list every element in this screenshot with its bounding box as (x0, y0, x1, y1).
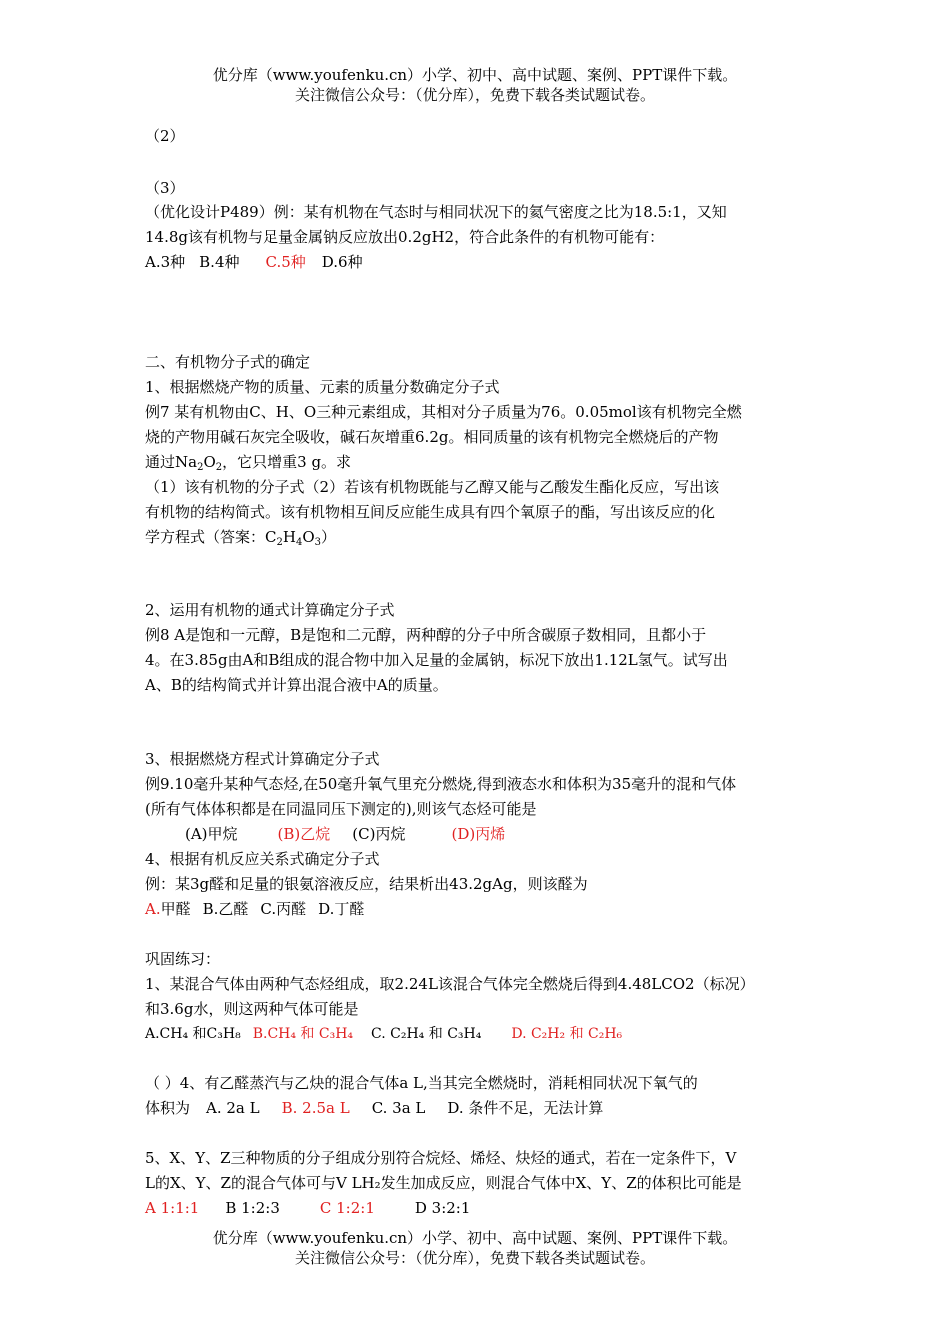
option-c: C. C₂H₄ 和 C₃H₄ (371, 1026, 482, 1042)
example7-line-2: 烧的产物用碱石灰完全吸收，碱石灰增重6.2g。相同质量的该有机物完全燃烧后的产物 (145, 428, 719, 446)
practice1-options (145, 1024, 622, 1044)
practice4-line-2 (145, 1098, 603, 1118)
option-a: A.CH₄ 和C₃H₈ (145, 1026, 241, 1042)
option-a: A. 2a L (206, 1099, 260, 1117)
option-c-answer: C.5种 (265, 253, 306, 271)
example7-line-3 (145, 452, 351, 478)
footer-line-2: 关注微信公众号：（优分库），免费下载各类试题试卷。 (294, 1249, 655, 1267)
option-b: B.乙醛 (202, 900, 249, 918)
text: O (203, 453, 216, 471)
option-d-answer: D. C₂H₂ 和 C₂H₆ (511, 1026, 623, 1042)
practice1-line-1: 1、某混合气体由两种气态烃组成，取2.24L该混合气体完全燃烧后得到4.48LCO2（标况） (145, 975, 755, 993)
example7-line-1: 例7 某有机物由C、H、O三种元素组成，其相对分子质量为76。0.05mol该有机物完全燃 (145, 403, 742, 421)
question-options (145, 252, 363, 272)
practice1-line-2: 和3.6g水，则这两种气体可能是 (145, 1000, 359, 1018)
text: 学方程式（答案：C (145, 528, 277, 546)
header-line-2: 关注微信公众号：（优分库），免费下载各类试题试卷。 (294, 86, 655, 104)
subscript: 2 (276, 537, 283, 548)
example7-line-4: （1）该有机物的分子式（2）若该有机物既能与乙醇又能与乙酸发生酯化反应，写出该 (145, 478, 720, 496)
question-line-1: （优化设计P489）例：某有机物在气态时与相同状况下的氦气密度之比为18.5:1，又知 (145, 203, 727, 221)
footer-line-1: 优分库（www.youfenku.cn）小学、初中、高中试题、案例、PPT课件下载。 (212, 1229, 738, 1247)
option-d: D.丁醛 (318, 900, 365, 918)
practice5-line-2: L的X、Y、Z的混合气体可与V LH₂发生加成反应，则混合气体中X、Y、Z的体积比可能是 (145, 1174, 742, 1192)
subsection-4-title: 4、根据有机反应关系式确定分子式 (145, 850, 380, 868)
example10-options (145, 899, 364, 919)
option-b-answer: (B)乙烷 (277, 825, 331, 843)
text: H (282, 528, 296, 546)
option-b: B.4种 (199, 253, 240, 271)
option-c: (C)丙烷 (352, 825, 406, 843)
example9-options (185, 824, 505, 844)
subsection-1-title: 1、根据燃烧产物的质量、元素的质量分数确定分子式 (145, 378, 500, 396)
option-d-answer: (D)丙烯 (451, 825, 506, 843)
option-a-answer: A. (145, 900, 161, 918)
subscript: 3 (314, 537, 322, 548)
item-2: （2） (145, 127, 185, 145)
text: 通过Na (145, 453, 198, 471)
text: 体积为 (145, 1099, 191, 1117)
subsection-3-title: 3、根据燃烧方程式计算确定分子式 (145, 750, 380, 768)
example8-line-1: 例8 A是饱和一元醇，B是饱和二元醇，两种醇的分子中所含碳原子数相同，且都小于 (145, 626, 707, 644)
subscript: 2 (215, 462, 223, 473)
example7-line-5: 有机物的结构简式。该有机物相互间反应能生成具有四个氧原子的酯，写出该反应的化 (145, 503, 716, 521)
question-line-2: 14.8g该有机物与足量金属钠反应放出0.2gH2，符合此条件的有机物可能有： (145, 228, 665, 246)
option-a: A.3种 (145, 253, 186, 271)
text: ） (321, 528, 337, 546)
header-line-1: 优分库（www.youfenku.cn）小学、初中、高中试题、案例、PPT课件下载。 (212, 66, 738, 84)
option-a-answer: A 1:1:1 (145, 1199, 200, 1217)
example9-line-1: 例9.10毫升某种气态烃,在50毫升氧气里充分燃烧,得到液态水和体积为35毫升的混和气体 (145, 775, 737, 793)
option-d: D 3:2:1 (414, 1199, 471, 1217)
section-title: 二、有机物分子式的确定 (145, 353, 311, 371)
option-b-answer: B. 2.5a L (281, 1099, 350, 1117)
option-b: B 1:2:3 (225, 1199, 280, 1217)
text: O (302, 528, 315, 546)
subsection-2-title: 2、运用有机物的通式计算确定分子式 (145, 601, 395, 619)
option-d: D.6种 (321, 253, 363, 271)
option-c-answer: C 1:2:1 (319, 1199, 375, 1217)
subscript: 4 (295, 537, 303, 548)
option-a: (A)甲烷 (185, 825, 238, 843)
practice4-line-1: （ ）4、有乙醛蒸汽与乙炔的混合气体a L,当其完全燃烧时，消耗相同状况下氧气的 (145, 1074, 698, 1092)
item-3: （3） (145, 179, 185, 197)
example9-line-2: (所有气体体积都是在同温同压下测定的),则该气态烃可能是 (145, 800, 537, 818)
option-c: C.丙醛 (260, 900, 307, 918)
option-a-text: 甲醛 (160, 900, 191, 918)
practice-title: 巩固练习： (145, 950, 221, 968)
text: ，它只增重3 g。求 (222, 453, 352, 471)
example8-line-2: 4。在3.85g由A和B组成的混合物中加入足量的金属钠，标况下放出1.12L氢气。试写出 (145, 651, 728, 669)
option-b-answer: B.CH₄ 和 C₃H₄ (252, 1026, 354, 1042)
example8-line-3: A、B的结构简式并计算出混合液中A的质量。 (145, 676, 448, 694)
subscript: 2 (197, 462, 204, 473)
example7-line-6 (145, 527, 336, 553)
practice5-line-1: 5、X、Y、Z三种物质的分子组成分别符合烷烃、烯烃、炔烃的通式，若在一定条件下，V (145, 1149, 737, 1167)
option-d: D. 条件不足，无法计算 (447, 1099, 604, 1117)
practice5-options (145, 1198, 470, 1218)
example10-line-1: 例：某3g醛和足量的银氨溶液反应，结果析出43.2gAg，则该醛为 (145, 875, 588, 893)
option-c: C. 3a L (371, 1099, 426, 1117)
